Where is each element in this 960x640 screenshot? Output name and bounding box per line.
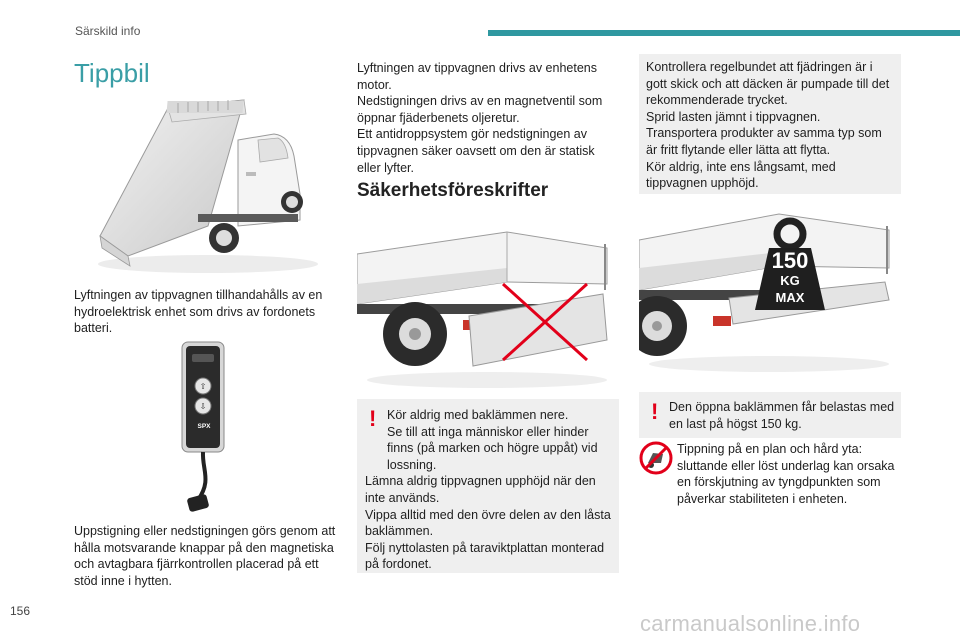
safety-heading: Säkerhetsföreskrifter: [357, 180, 549, 201]
mechanism-line-3: Ett antidroppsystem gör nedstigningen av tippvagnen säker oavsett om den är statisk eller lyfter.: [357, 127, 595, 175]
load-warning-text: Den öppna baklämmen får belastas med en last på högst 150 kg.: [669, 400, 895, 431]
warning-line-1: Kör aldrig med baklämmen nere.: [387, 408, 569, 422]
svg-text:⇩: ⇩: [199, 402, 207, 411]
prohibition-text: [639, 441, 897, 507]
warning-exclamation-icon: !: [369, 406, 377, 431]
warning-line-4: Vippa alltid med den övre delen av den låsta baklämmen.: [365, 507, 611, 539]
svg-text:⇧: ⇧: [199, 382, 207, 391]
note-line-4: Kör aldrig, inte ens långsamt, med tippvagnen upphöjd.: [646, 159, 836, 191]
remote-brand-label: SPX: [197, 423, 211, 430]
maintenance-note-box: [639, 54, 901, 194]
mechanism-description: [357, 60, 619, 176]
safety-warning-box: [357, 399, 619, 573]
mechanism-line-2: Nedstigningen drivs av en magnetventil som öppnar fjäderbenets oljeretur.: [357, 94, 603, 125]
tipper-truck-illustration: [88, 96, 318, 274]
controls-description: Uppstigning eller nedstigningen görs genom att hålla motsvarande knappar på den magnetiska och avtagbara fjärrkontrollen placerad på ett stöd inne i hytten.: [74, 524, 336, 588]
warning-exclamation-icon: !: [651, 399, 659, 424]
weight-unit: KG: [780, 273, 800, 288]
warning-line-2: Se till att inga människor eller hinder finns (på marken och högre uppåt) vid lossning.: [387, 424, 598, 472]
note-line-1: Kontrollera regelbundet att fjädringen är i gott skick och att däcken är pumpade till det rekommenderade trycket.: [646, 60, 890, 108]
warning-line-5: Följ nyttolasten på taraviktplattan monterad på fordonet.: [365, 540, 605, 572]
note-line-3: Transportera produkter av samma typ som är fritt flytande eller lätta att flytta.: [646, 126, 882, 157]
tailgate-down-illustration: [357, 224, 619, 389]
prohibition-text-content: Tippning på en plan och hård yta: sluttande eller löst underlag kan orsaka en förskjutning av tyngdpunkten som påverkar stabiliteten i enheten.: [677, 442, 895, 506]
weight-label: [755, 250, 825, 306]
page-number: 156: [10, 604, 31, 618]
mechanism-line-1: Lyftningen av tippvagnen drivs av enhetens motor.: [357, 61, 597, 92]
lift-description: Lyftningen av tippvagnen tillhandahålls av en hydroelektrisk enhet som drivs av fordonets batteri.: [74, 288, 323, 336]
weight-number: 150: [771, 248, 809, 273]
page-title: Tippbil: [74, 58, 150, 88]
section-label: Särskild info: [75, 24, 141, 38]
note-line-2: Sprid lasten jämnt i tippvagnen.: [646, 109, 821, 124]
watermark: carmanualsonline.info: [640, 611, 861, 636]
header-accent-bar: [488, 30, 960, 36]
warning-line-3: Lämna aldrig tippvagnen upphöjd när den inte används.: [365, 474, 596, 505]
safety-warning-text: [365, 407, 613, 573]
weight-max: MAX: [775, 290, 805, 305]
load-warning-box: [639, 392, 901, 438]
